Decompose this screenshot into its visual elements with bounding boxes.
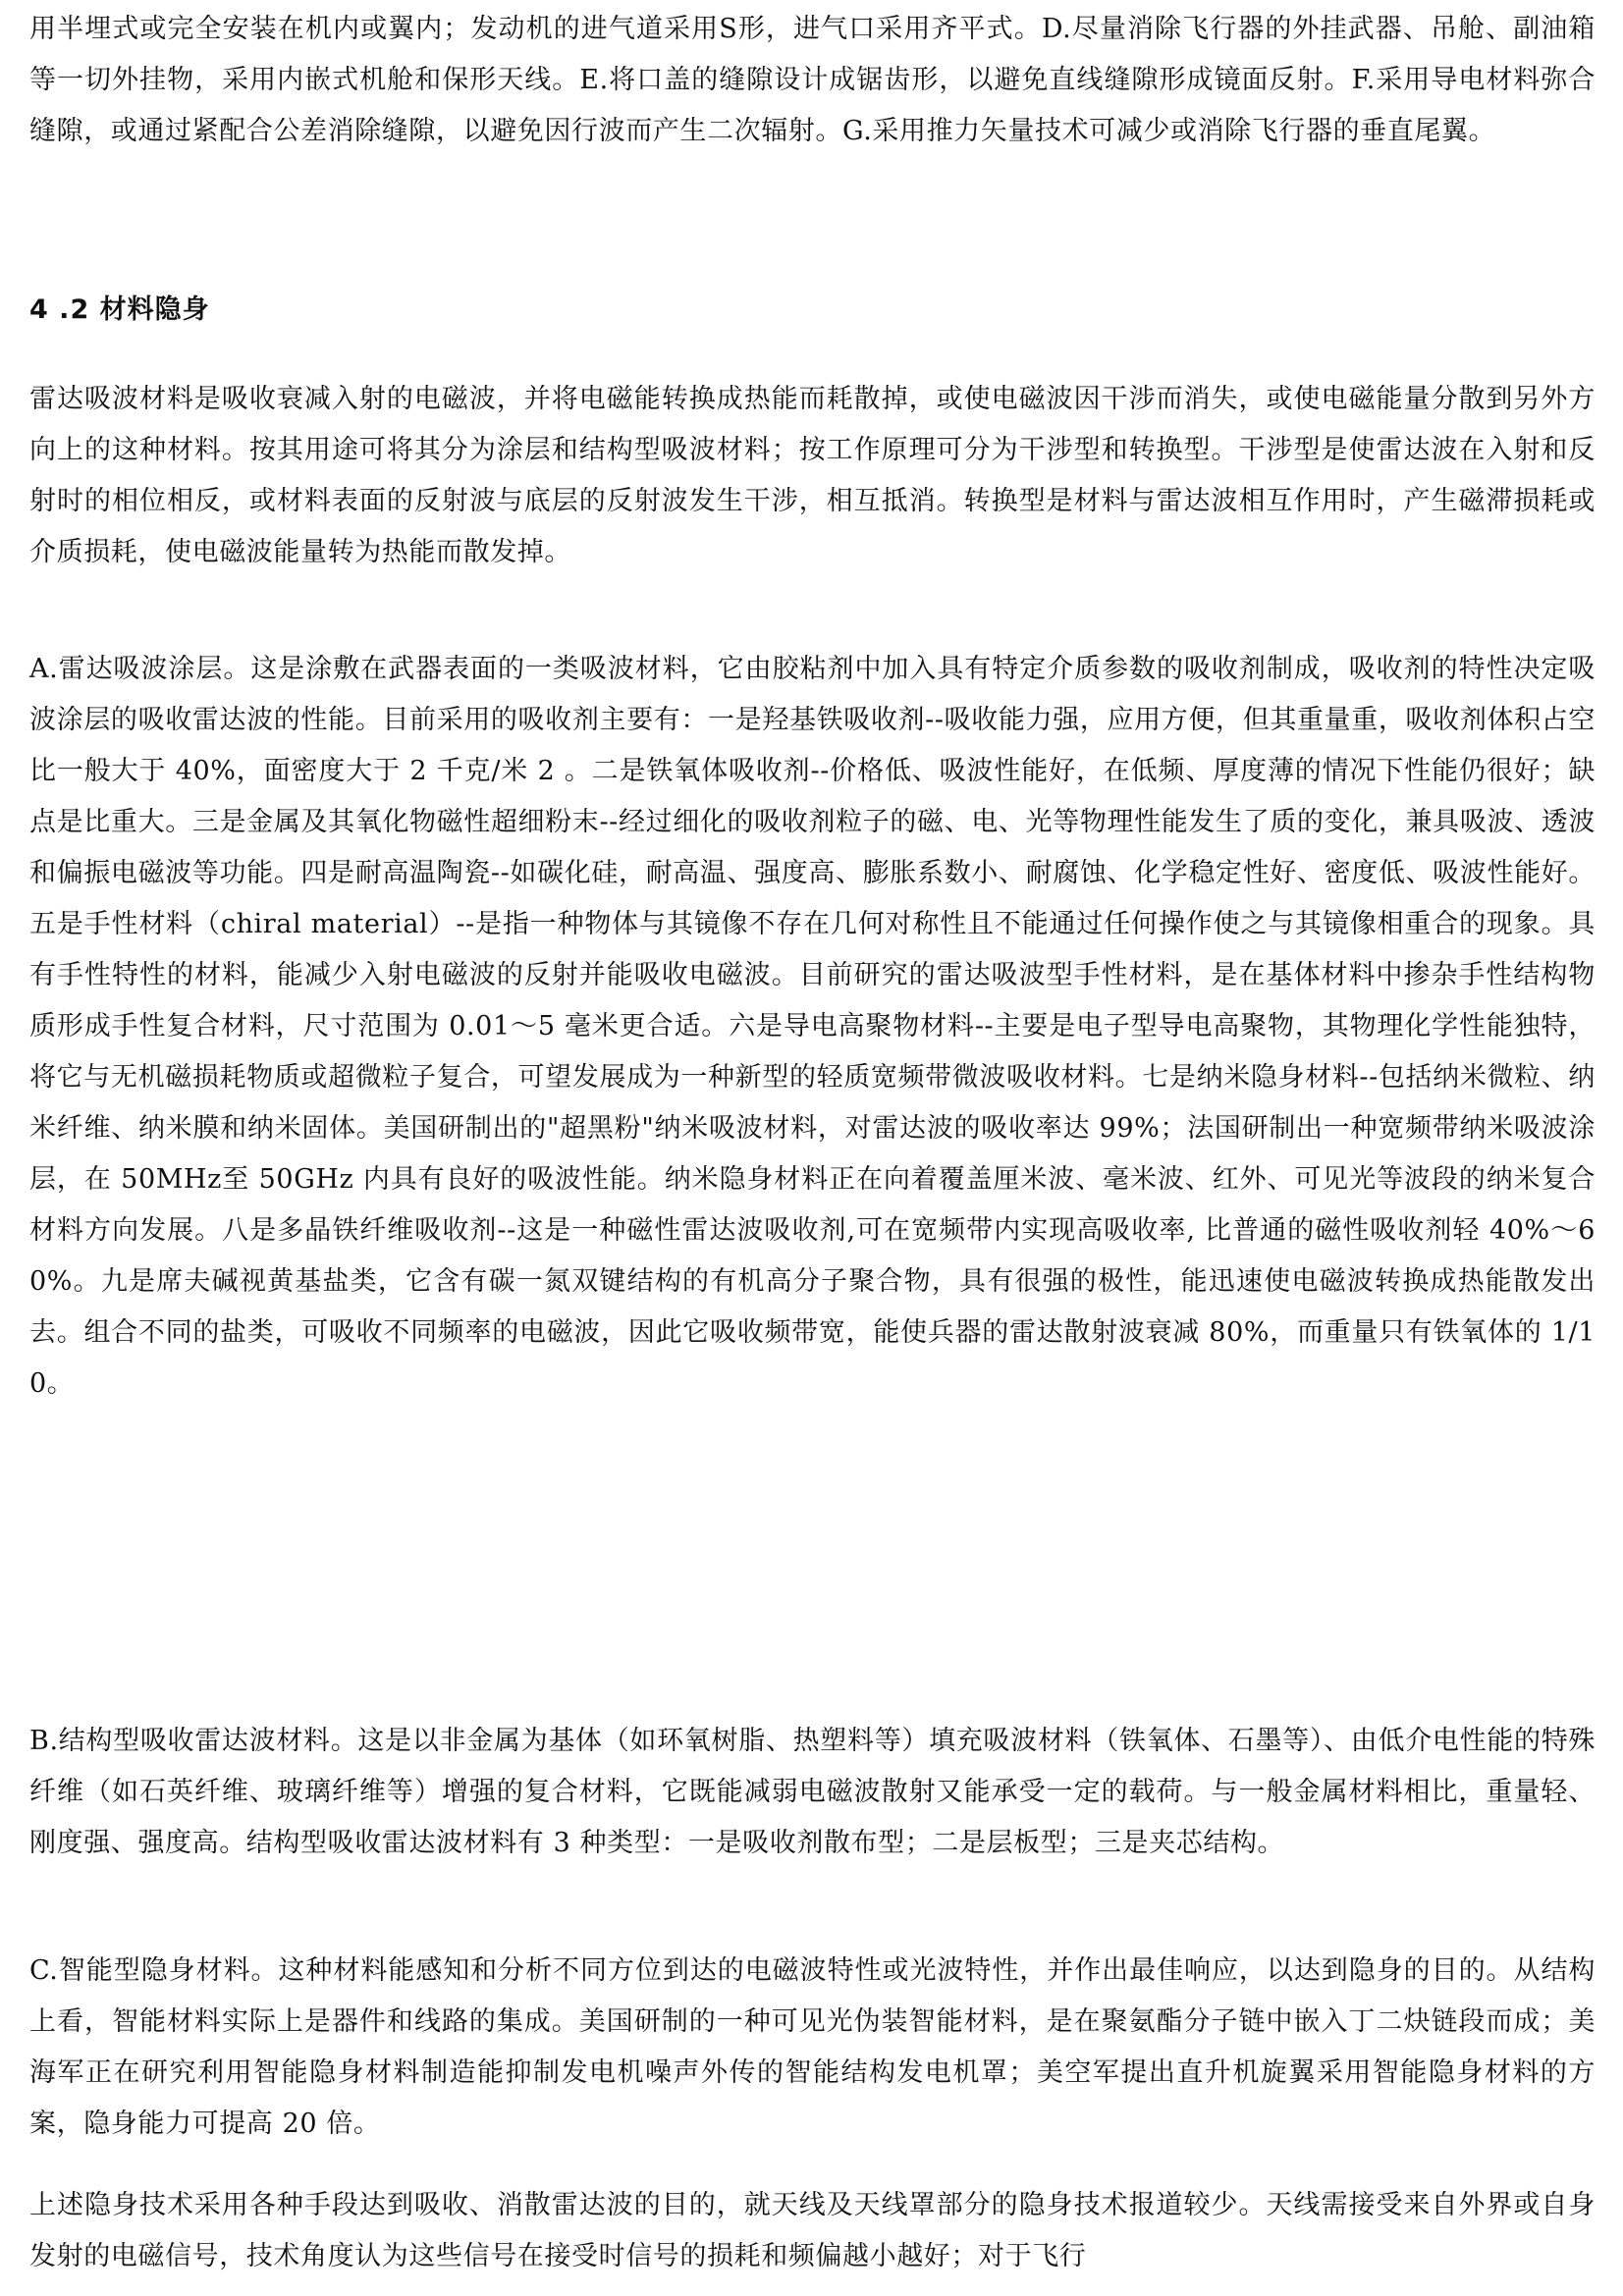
paragraph-smart-stealth-materials: C.智能型隐身材料。这种材料能感知和分析不同方位到达的电磁波特性或光波特性，并作出最佳响应，以达到隐身的目的。从结构上看，智能材料实际上是器件和线路的集成。美国研制的一种可见光伪装智能材料，是在聚氨酯分子链中嵌入丁二炔链段而成；美海军正在研究利用智能隐身材料制造能抑制发电机噪声外传的智能结构发电机罩；美空军提出直升机旋翼采用智能隐身材料的方案，隐身能力可提高 20 倍。 bbox=[29, 1955, 1596, 2139]
paragraph-structural-absorbing-materials: B.结构型吸收雷达波材料。这是以非金属为基体（如环氧树脂、热塑料等）填充吸波材料（铁氧体、石墨等）、由低介电性能的特殊纤维（如石英纤维、玻璃纤维等）增强的复合材料，它既能减弱电磁波散射又能承受一定的载荷。与一般金属材料相比，重量轻、刚度强、强度高。结构型吸收雷达波材料有 3 种类型：一是吸收剂散布型；二是层板型；三是夹芯结构。 bbox=[29, 1726, 1596, 1858]
paragraph-radar-absorbing-materials: 雷达吸波材料是吸收衰减入射的电磁波，并将电磁能转换成热能而耗散掉，或使电磁波因干涉而消失，或使电磁能量分散到另外方向上的这种材料。按其用途可将其分为涂层和结构型吸波材料；按工作原理可分为干涉型和转换型。干涉型是使雷达波在入射和反射时的相位相反，或材料表面的反射波与底层的反射波发生干涉，相互抵消。转换型是材料与雷达波相互作用时，产生磁滞损耗或介质损耗，使电磁波能量转为热能而散发掉。 bbox=[29, 384, 1596, 567]
section-heading-material-stealth: 4 .2 材料隐身 bbox=[29, 294, 210, 325]
paragraph-shape-stealth-measures: 用半埋式或完全安装在机内或翼内；发动机的进气道采用S形，进气口采用齐平式。D.尽量消除飞行器的外挂武器、吊舱、副油箱等一切外挂物，采用内嵌式机舱和保形天线。E.将口盖的缝隙设计成锯齿形，以避免直线缝隙形成镜面反射。F.采用导电材料弥合缝隙，或通过紧配合公差消除缝隙，以避免因行波而产生二次辐射。G.采用推力矢量技术可减少或消除飞行器的垂直尾翼。 bbox=[29, 14, 1596, 146]
paragraph-antenna-stealth: 上述隐身技术采用各种手段达到吸收、消散雷达波的目的，就天线及天线罩部分的隐身技术报道较少。天线需接受来自外界或自身发射的电磁信号，技术角度认为这些信号在接受时信号的损耗和频偏越小越好；对于飞行 bbox=[29, 2190, 1596, 2271]
paragraph-radar-absorbing-coatings: A.雷达吸波涂层。这是涂敷在武器表面的一类吸波材料，它由胶粘剂中加入具有特定介质参数的吸收剂制成，吸收剂的特性决定吸波涂层的吸收雷达波的性能。目前采用的吸收剂主要有：一是羟基铁吸收剂--吸收能力强，应用方便，但其重量重，吸收剂体积占空比一般大于 40%，面密度大于 2 千克/米 2 。二是铁氧体吸收剂--价格低、吸波性能好，在低频、厚度薄的情况下性能仍很好；缺点是比重大。三是金属及其氧化物磁性超细粉末--经过细化的吸收剂粒子的磁、电、光等物理性能发生了质的变化，兼具吸波、透波和偏振电磁波等功能。四是耐高温陶瓷--如碳化硅，耐高温、强度高、膨胀系数小、耐腐蚀、化学稳定性好、密度低、吸波性能好。五是手性材料（chiral material）--是指一种物体与其镜像不存在几何对称性且不能通过任何操作使之与其镜像相重合的现象。具有手性特性的材料，能减少入射电磁波的反射并能吸收电磁波。目前研究的雷达吸波型手性材料，是在基体材料中掺杂手性结构物质形成手性复合材料，尺寸范围为 0.01～5 毫米更合适。六是导电高聚物材料--主要是电子型导电高聚物，其物理化学性能独特，将它与无机磁损耗物质或超微粒子复合，可望发展成为一种新型的轻质宽频带微波吸收材料。七是纳米隐身材料--包括纳米微粒、纳米纤维、纳米膜和纳米固体。美国研制出的"超黑粉"纳米吸波材料，对雷达波的吸收率达 99%；法国研制出一种宽频带纳米吸波涂层，在 50MHz至 50GHz 内具有良好的吸波性能。纳米隐身材料正在向着覆盖厘米波、毫米波、红外、可见光等波段的纳米复合材料方向发展。八是多晶铁纤维吸收剂--这是一种磁性雷达波吸收剂,可在宽频带内实现高吸收率, 比普通的磁性吸收剂轻 40%～60%。九是席夫碱视黄基盐类，它含有碳一氮双键结构的有机高分子聚合物，具有很强的极性，能迅速使电磁波转换成热能散发出去。组合不同的盐类，可吸收不同频率的电磁波，因此它吸收频带宽，能使兵器的雷达散射波衰减 80%，而重量只有铁氧体的 1/10。 bbox=[29, 654, 1596, 1399]
